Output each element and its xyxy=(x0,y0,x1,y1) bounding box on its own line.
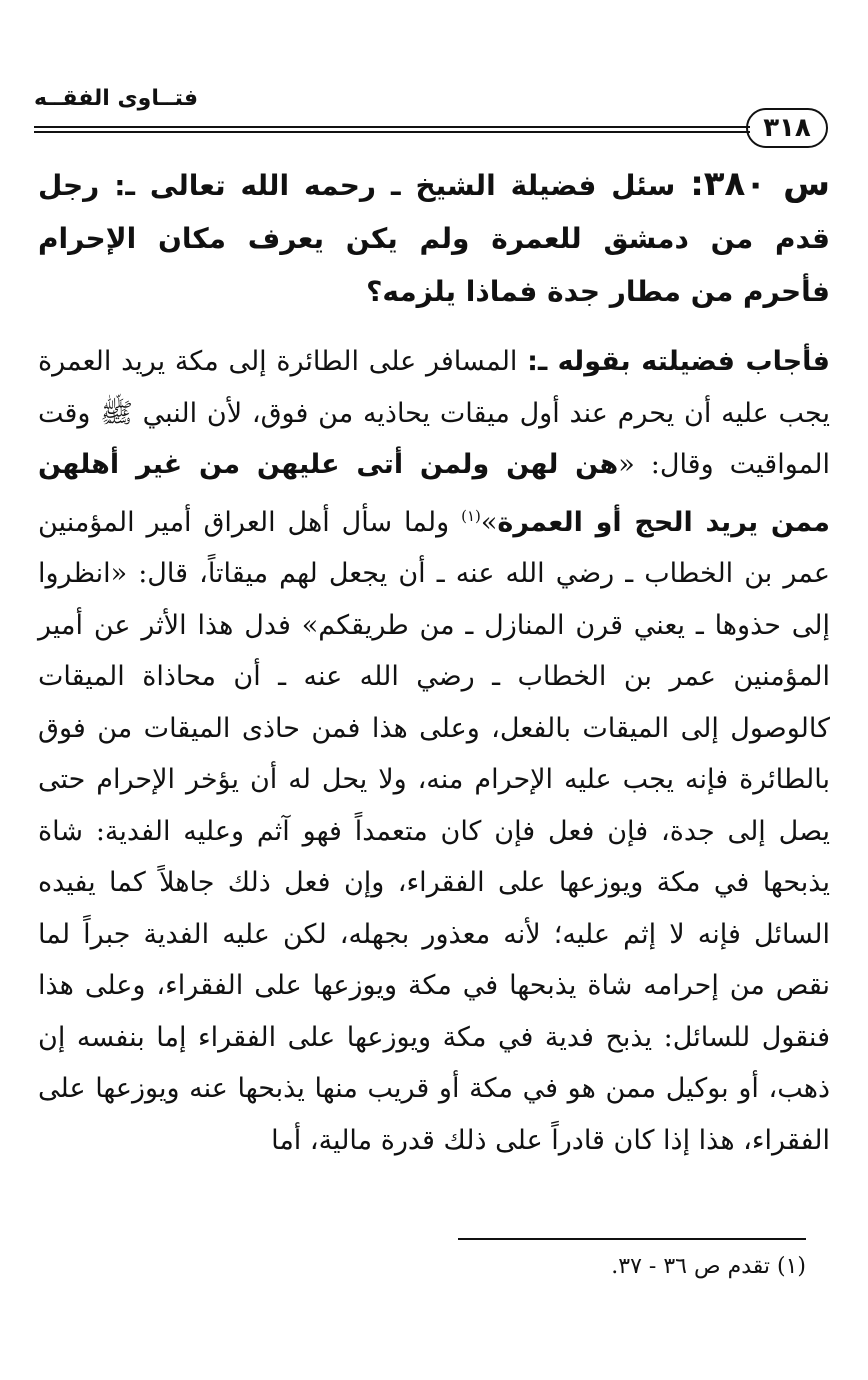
footnote-rule xyxy=(458,1238,806,1240)
running-header-title: فتــاوى الفقــه xyxy=(34,86,199,111)
answer-text-part3: ولما سأل أهل العراق أمير المؤمنين عمر بن الخطاب ـ رضي الله عنه ـ أن يجعل لهم ميقاتاً، قال: «انظروا إلى حذوها ـ يعني قرن المنازل ـ من طريقكم» فدل هذا الأثر عن أمير المؤمنين عمر بن الخطاب ـ رضي الله عنه ـ أن محاذاة الميقات كالوصول إلى الميقات بالفعل، وعلى هذا فمن حاذى الميقات من فوق بالطائرة فإنه يجب عليه الإحرام منه، ولا يحل له أن يؤخر الإحرام حتى يصل إلى جدة، فإن فعل فإن كان متعمداً فهو آثم وعليه الفدية: شاة يذبحها في مكة ويوزعها على الفقراء، وإن فعل ذلك جاهلاً كما يفيده السائل فإنه لا إثم عليه؛ لأنه معذور بجهله، لكن عليه الفدية جبراً لما نقص من إحرامه شاة يذبحها في مكة ويوزعها على الفقراء، وعلى هذا فنقول للسائل: يذبح فدية في مكة ويوزعها على الفقراء إما بنفسه إن ذهب، أو بوكيل ممن هو في مكة أو قريب منها يذبحها عنه ويوزعها على الفقراء، هذا إذا كان قادراً على ذلك قدرة مالية، أما xyxy=(38,506,830,1156)
question-number: س ٣٨٠: xyxy=(690,164,830,204)
answer-paragraph xyxy=(38,336,830,1166)
answer-text-part2: » xyxy=(480,506,498,538)
footnote: (١) تقدم ص ٣٦ - ٣٧. xyxy=(611,1254,806,1279)
answer-lead: فأجاب فضيلته بقوله ـ: xyxy=(527,346,830,377)
hadith-quote: هن لهن ولمن أتى عليهن من غير أهلهن ممن يريد الحج أو العمرة xyxy=(38,449,830,538)
footnote-reference: (١) xyxy=(461,506,481,525)
question-text: سئل فضيلة الشيخ ـ رحمه الله تعالى ـ: رجل قدم من دمشق للعمرة ولم يكن يعرف مكان الإحرام فأحرم من مطار جدة فماذا يلزمه؟ xyxy=(38,169,830,308)
answer-text-part1: المسافر على الطائرة إلى مكة يريد العمرة يجب عليه أن يحرم عند أول ميقات يحاذيه من فوق، لأن النبي ﷺ وقت المواقيت وقال: « xyxy=(38,346,830,480)
question-paragraph xyxy=(38,158,830,318)
page-body xyxy=(38,158,830,1166)
header-rule xyxy=(34,126,750,133)
page-number: ٣١٨ xyxy=(746,108,828,148)
